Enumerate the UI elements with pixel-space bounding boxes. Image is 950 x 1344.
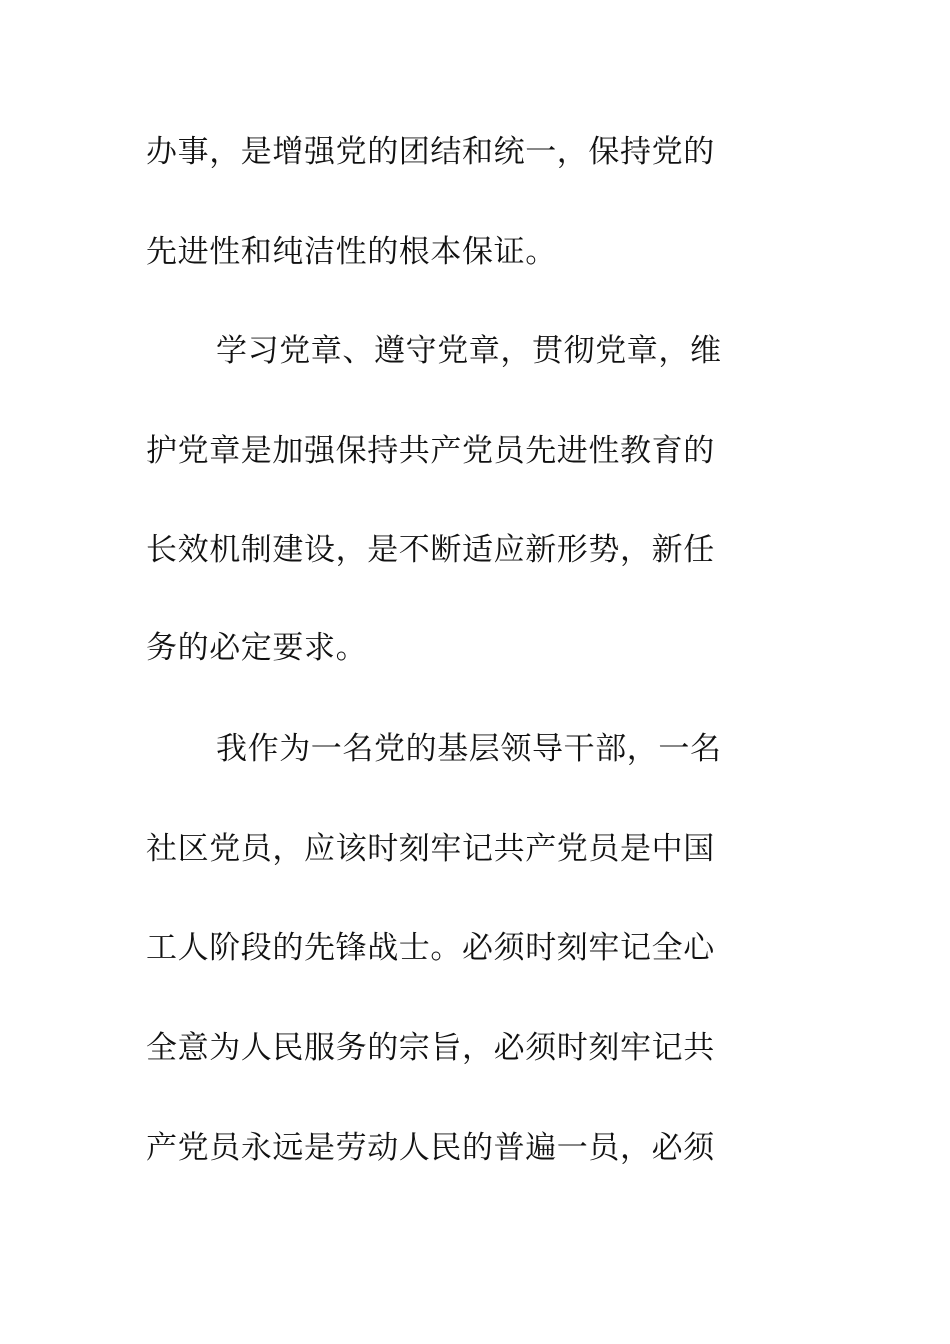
paragraph-line: 护党章是加强保持共产党员先进性教育的 bbox=[146, 433, 715, 469]
paragraph-first-line: 我作为一名党的基层领导干部，一名 bbox=[216, 731, 722, 767]
paragraph-line: 办事，是增强党的团结和统一，保持党的 bbox=[146, 134, 715, 170]
paragraph-first-line: 学习党章、遵守党章，贯彻党章，维 bbox=[216, 333, 722, 369]
paragraph-line: 先进性和纯洁性的根本保证。 bbox=[146, 234, 557, 270]
paragraph-line: 务的必定要求。 bbox=[146, 630, 368, 666]
paragraph-line: 全意为人民服务的宗旨，必须时刻牢记共 bbox=[146, 1030, 715, 1066]
paragraph-line: 产党员永远是劳动人民的普遍一员，必须 bbox=[146, 1130, 715, 1166]
paragraph-line: 社区党员，应该时刻牢记共产党员是中国 bbox=[146, 831, 715, 867]
paragraph-line: 长效机制建设，是不断适应新形势，新任 bbox=[146, 532, 715, 568]
paragraph-line: 工人阶段的先锋战士。必须时刻牢记全心 bbox=[146, 930, 715, 966]
